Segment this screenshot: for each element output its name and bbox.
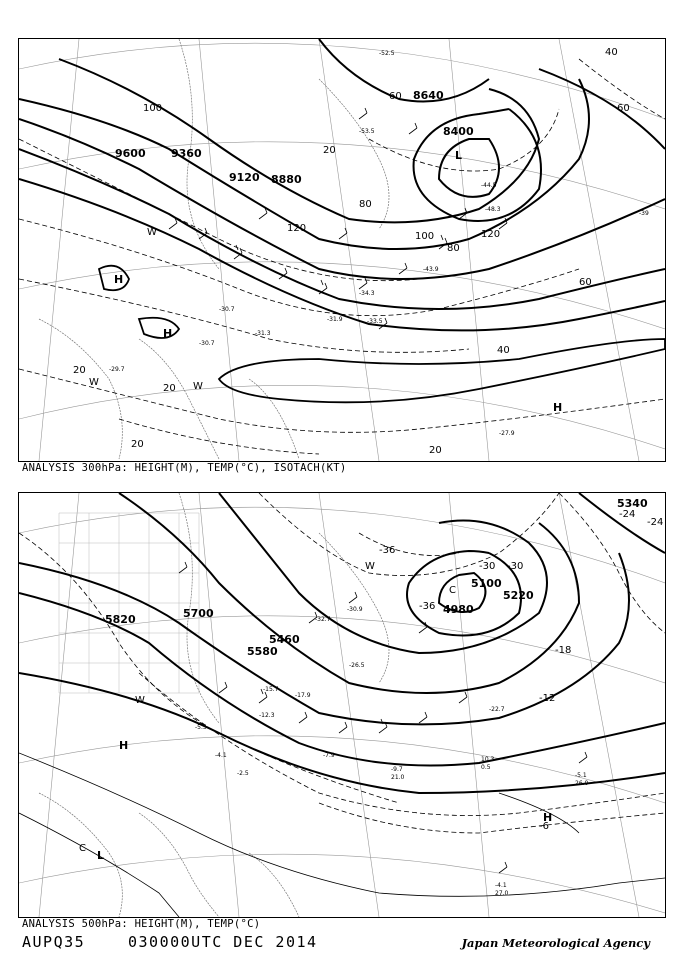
station-value: -32.7 <box>315 616 331 623</box>
height-label: 5580 <box>247 645 278 658</box>
isotherm-label: -36 <box>419 601 436 612</box>
isotherm-label: -24 <box>647 517 664 528</box>
height-label: 5820 <box>105 613 136 626</box>
isotach-label: 60 <box>389 91 402 102</box>
temp-label: -31.3 <box>255 330 271 337</box>
high-center-marker: H <box>163 327 173 340</box>
height-labels <box>105 497 648 658</box>
temp-label: -48.3 <box>485 206 501 213</box>
wind-barbs <box>179 562 587 873</box>
warm-center-marker: W <box>193 381 203 392</box>
station-value: -26.5 <box>349 662 365 669</box>
height-label: 9120 <box>229 171 260 184</box>
height-contours <box>19 39 665 330</box>
caption-500hpa: ANALYSIS 500hPa: HEIGHT(M), TEMP(°C) <box>22 918 261 930</box>
height-label: 5340 <box>617 497 648 510</box>
isotach-label: 40 <box>497 345 510 356</box>
isotach-label: 20 <box>163 383 176 394</box>
height-label: 5700 <box>183 607 214 620</box>
high-center-marker: H <box>553 401 563 414</box>
station-value: -4.1 <box>215 752 227 759</box>
cold-center-marker: C <box>79 843 86 854</box>
height-contours <box>19 493 665 793</box>
cold-center-marker: C <box>449 585 456 596</box>
agency-name: Japan Meteorological Agency <box>461 936 650 950</box>
low-center-marker: L <box>97 849 105 862</box>
isotach-label: 120 <box>481 229 501 240</box>
isotach-label: 20 <box>429 445 442 456</box>
high-cell-b <box>139 318 179 338</box>
station-value: 10.3 <box>481 756 495 763</box>
high-center-marker: H <box>119 739 129 752</box>
temp-label: -43.9 <box>423 266 439 273</box>
isotherm-label: -30 <box>479 561 496 572</box>
map-300hpa-svg <box>19 39 665 461</box>
temp-label: -52.5 <box>379 50 395 57</box>
isotherm-label: -30 <box>507 561 524 572</box>
height-label: 9600 <box>115 147 146 160</box>
temp-label: -30.7 <box>219 306 235 313</box>
isotach-label: 60 <box>617 103 630 114</box>
station-value: 0.5 <box>481 764 491 771</box>
height-label: 9360 <box>171 147 202 160</box>
isotach-label: 60 <box>579 277 592 288</box>
warm-center-marker: W <box>89 377 99 388</box>
temp-label: -53.5 <box>359 128 375 135</box>
station-value: -12.3 <box>259 712 275 719</box>
station-value: -4.1 <box>495 882 507 889</box>
temp-label: -34.3 <box>359 290 375 297</box>
coastlines <box>39 39 389 459</box>
isotach-labels <box>73 47 630 456</box>
station-value: -5.5 <box>195 724 207 731</box>
height-label: 8880 <box>271 173 302 186</box>
isotherm-label: -24 <box>619 509 636 520</box>
warm-center-marker: W <box>135 695 145 706</box>
station-value: -17.9 <box>295 692 311 699</box>
station-value: -5.1 <box>575 772 587 779</box>
height-label: 8400 <box>443 125 474 138</box>
isotherm-label: -12 <box>539 693 556 704</box>
isotach-label: 20 <box>131 439 144 450</box>
height-label: 5460 <box>269 633 300 646</box>
isotach-label: 20 <box>323 145 336 156</box>
height-label: 5100 <box>471 577 502 590</box>
valid-time: 030000UTC DEC 2014 <box>128 933 318 951</box>
station-value: 27.0 <box>495 890 509 897</box>
station-value: -9.7 <box>391 766 403 773</box>
station-value: 21.0 <box>391 774 405 781</box>
height-label: 5220 <box>503 589 534 602</box>
isotach-label: 100 <box>415 231 435 242</box>
isotach-label: 20 <box>73 365 86 376</box>
isotach-label: 120 <box>287 223 307 234</box>
isotherm-label: -36 <box>379 545 396 556</box>
height-labels <box>115 89 474 186</box>
isotach-label: 80 <box>359 199 372 210</box>
isotach-label: 40 <box>605 47 618 58</box>
graticule <box>19 39 665 461</box>
warm-center-marker: W <box>365 561 375 572</box>
temp-label: -33.5 <box>367 318 383 325</box>
isotach-label: 100 <box>143 103 163 114</box>
height-label: 8640 <box>413 89 444 102</box>
isotherm-label: -6 <box>539 821 549 832</box>
bulletin-code: AUPQ35 <box>22 933 86 951</box>
station-value: -22.7 <box>489 706 505 713</box>
high-center-marker: H <box>114 273 124 286</box>
thin-isotherms <box>19 753 665 917</box>
station-value: -15.7 <box>263 686 279 693</box>
station-value: -2.5 <box>237 770 249 777</box>
temp-label: -27.9 <box>499 430 515 437</box>
temp-label: -39 <box>639 210 649 217</box>
warm-center-marker: W <box>147 227 157 238</box>
isotach-label: 80 <box>447 243 460 254</box>
map-panel-500hpa <box>18 492 666 918</box>
map-panel-300hpa <box>18 38 666 462</box>
temp-label: -29.7 <box>109 366 125 373</box>
low-center-marker: L <box>455 149 463 162</box>
high-center-marker: H <box>543 811 553 824</box>
isotach-closed <box>219 339 665 402</box>
station-value: -30.9 <box>347 606 363 613</box>
station-value: 26.0 <box>575 780 589 787</box>
height-label: 4980 <box>443 603 474 616</box>
station-value: -7.9 <box>323 752 335 759</box>
map-500hpa-svg <box>19 493 665 917</box>
caption-300hpa: ANALYSIS 300hPa: HEIGHT(M), TEMP(°C), ISOTACH(KT) <box>22 462 347 474</box>
temp-label: -30.7 <box>199 340 215 347</box>
isotachs <box>19 59 665 454</box>
isotherm-label: -18 <box>555 645 572 656</box>
temp-label: -31.9 <box>327 316 343 323</box>
temp-label: -44.5 <box>481 182 497 189</box>
